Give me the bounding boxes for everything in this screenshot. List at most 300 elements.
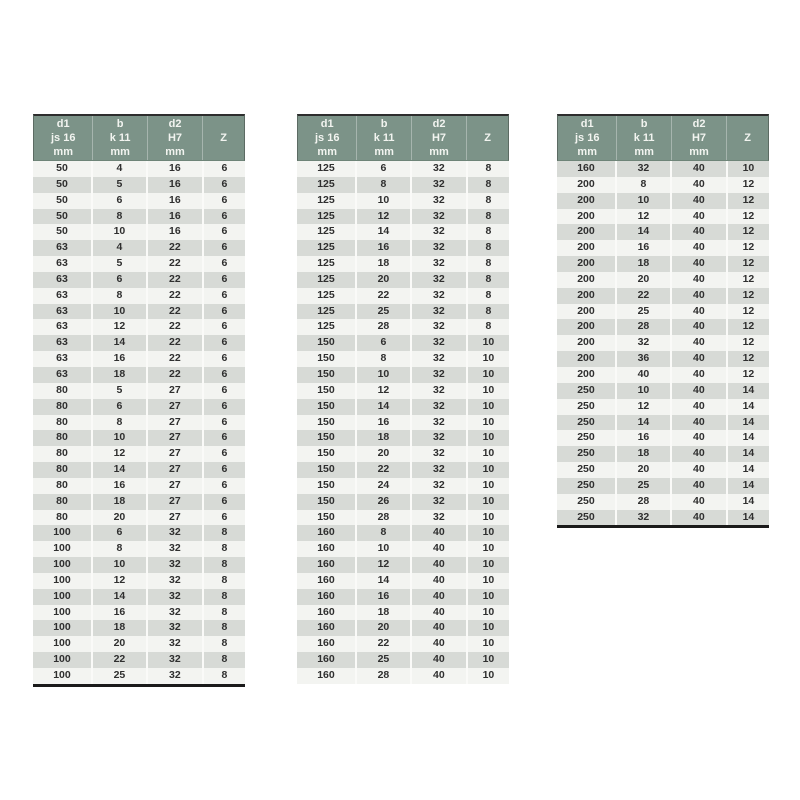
cell-d2: 32 xyxy=(148,589,204,605)
cell-b: 18 xyxy=(617,256,672,272)
cell-z: 6 xyxy=(221,399,228,412)
cell-d2: 40 xyxy=(672,240,728,256)
table-row xyxy=(33,652,245,668)
cell-d2: 32 xyxy=(148,541,204,557)
table-row xyxy=(557,510,769,526)
table-header xyxy=(297,114,509,161)
cell-d2: 27 xyxy=(148,383,204,399)
table-row xyxy=(297,494,509,510)
cell-z: 10 xyxy=(482,415,495,428)
cell-b: 8 xyxy=(357,351,412,367)
cell-z: 12 xyxy=(742,352,755,365)
cell-b: 4 xyxy=(93,240,148,256)
header-line: d1 xyxy=(320,118,334,130)
header-line: d1 xyxy=(56,118,70,130)
cell-d1: 200 xyxy=(557,288,617,304)
table-row xyxy=(33,272,245,288)
cell-b: 40 xyxy=(617,367,672,383)
cell-d2: 40 xyxy=(672,335,728,351)
cell-d1: 150 xyxy=(297,494,357,510)
cell-d2: 16 xyxy=(148,209,204,225)
table-row xyxy=(557,462,769,478)
cell-d1: 125 xyxy=(297,161,357,177)
table-row xyxy=(33,304,245,320)
cell-b: 16 xyxy=(357,415,412,431)
cell-d1: 150 xyxy=(297,335,357,351)
cell-d1: 63 xyxy=(33,319,93,335)
cell-d2: 32 xyxy=(412,351,468,367)
cell-d2: 40 xyxy=(672,383,728,399)
cell-d2: 22 xyxy=(148,304,204,320)
cell-d1: 63 xyxy=(33,256,93,272)
cell-b: 14 xyxy=(357,573,412,589)
cell-d1: 200 xyxy=(557,177,617,193)
cell-d2: 32 xyxy=(412,209,468,225)
cell-d2: 32 xyxy=(412,462,468,478)
cell-b: 14 xyxy=(357,224,412,240)
cell-b: 14 xyxy=(93,462,148,478)
cell-z: 8 xyxy=(221,621,228,634)
header-col-b xyxy=(617,116,671,160)
cell-z: 8 xyxy=(221,542,228,555)
cell-d1: 63 xyxy=(33,351,93,367)
header-col-d2 xyxy=(148,116,203,160)
table-row xyxy=(557,351,769,367)
cell-z: 10 xyxy=(482,605,495,618)
cell-z: 6 xyxy=(221,352,228,365)
cell-d2: 27 xyxy=(148,415,204,431)
cell-d1: 250 xyxy=(557,510,617,526)
cell-d1: 160 xyxy=(297,541,357,557)
cell-d2: 32 xyxy=(148,525,204,541)
table-row xyxy=(557,272,769,288)
header-line: Z xyxy=(744,132,751,144)
table-row xyxy=(297,620,509,636)
cell-z: 8 xyxy=(221,605,228,618)
cell-b: 10 xyxy=(617,383,672,399)
cell-b: 5 xyxy=(93,177,148,193)
cell-d1: 63 xyxy=(33,240,93,256)
cell-d1: 125 xyxy=(297,209,357,225)
cell-d2: 40 xyxy=(672,224,728,240)
cell-d2: 32 xyxy=(412,383,468,399)
cell-d2: 40 xyxy=(672,161,728,177)
cell-d2: 40 xyxy=(412,605,468,621)
cell-z: 6 xyxy=(221,162,228,174)
cell-z: 6 xyxy=(221,447,228,460)
cell-d2: 32 xyxy=(412,161,468,177)
cell-z: 6 xyxy=(221,494,228,507)
cell-b: 16 xyxy=(93,478,148,494)
cell-d1: 160 xyxy=(297,589,357,605)
cell-d1: 100 xyxy=(33,525,93,541)
cell-z: 8 xyxy=(485,304,492,317)
table-row xyxy=(557,430,769,446)
header-line: mm xyxy=(634,146,654,158)
table-row xyxy=(297,335,509,351)
cell-d1: 200 xyxy=(557,319,617,335)
cell-d2: 27 xyxy=(148,510,204,526)
spec-table-1 xyxy=(33,114,245,687)
table-row xyxy=(557,446,769,462)
table-row xyxy=(557,288,769,304)
cell-z: 8 xyxy=(221,637,228,650)
cell-d2: 32 xyxy=(148,573,204,589)
cell-b: 16 xyxy=(357,240,412,256)
cell-d2: 40 xyxy=(672,304,728,320)
cell-d2: 32 xyxy=(412,256,468,272)
header-line: js 16 xyxy=(314,132,340,144)
cell-z: 10 xyxy=(482,637,495,650)
cell-b: 26 xyxy=(357,494,412,510)
cell-d2: 32 xyxy=(148,605,204,621)
cell-b: 22 xyxy=(357,462,412,478)
cell-d1: 150 xyxy=(297,446,357,462)
cell-z: 10 xyxy=(482,494,495,507)
cell-b: 36 xyxy=(617,351,672,367)
cell-b: 16 xyxy=(617,240,672,256)
cell-d2: 16 xyxy=(148,177,204,193)
cell-d1: 160 xyxy=(557,161,617,177)
cell-z: 8 xyxy=(221,526,228,539)
cell-d1: 80 xyxy=(33,415,93,431)
table-row xyxy=(297,351,509,367)
header-line: b xyxy=(380,118,388,130)
table-row xyxy=(557,383,769,399)
cell-d2: 32 xyxy=(412,478,468,494)
cell-z: 6 xyxy=(221,272,228,285)
cell-b: 8 xyxy=(357,525,412,541)
cell-d1: 200 xyxy=(557,224,617,240)
cell-d2: 40 xyxy=(412,525,468,541)
cell-d2: 32 xyxy=(148,668,204,684)
header-line: H7 xyxy=(431,132,447,144)
header-line: Z xyxy=(484,132,491,144)
cell-d1: 100 xyxy=(33,636,93,652)
cell-d2: 22 xyxy=(148,272,204,288)
cell-d1: 250 xyxy=(557,462,617,478)
cell-b: 10 xyxy=(357,541,412,557)
cell-d2: 32 xyxy=(412,288,468,304)
cell-d2: 40 xyxy=(412,668,468,684)
table-row xyxy=(297,589,509,605)
table-row xyxy=(33,256,245,272)
table-row xyxy=(297,209,509,225)
cell-b: 24 xyxy=(357,478,412,494)
cell-d1: 125 xyxy=(297,177,357,193)
cell-d2: 32 xyxy=(412,319,468,335)
table-row xyxy=(33,335,245,351)
cell-d1: 200 xyxy=(557,256,617,272)
cell-b: 28 xyxy=(357,510,412,526)
cell-b: 20 xyxy=(93,510,148,526)
header-line: js 16 xyxy=(50,132,76,144)
header-line: k 11 xyxy=(373,132,395,144)
cell-d1: 150 xyxy=(297,351,357,367)
cell-b: 28 xyxy=(357,319,412,335)
cell-b: 20 xyxy=(357,446,412,462)
table-row xyxy=(297,240,509,256)
cell-b: 8 xyxy=(617,177,672,193)
table-row xyxy=(557,335,769,351)
cell-d1: 100 xyxy=(33,620,93,636)
cell-d2: 22 xyxy=(148,319,204,335)
cell-d1: 150 xyxy=(297,430,357,446)
cell-b: 20 xyxy=(617,462,672,478)
table-row xyxy=(557,399,769,415)
header-line: k 11 xyxy=(633,132,655,144)
header-line: b xyxy=(116,118,124,130)
cell-z: 6 xyxy=(221,177,228,190)
cell-b: 32 xyxy=(617,161,672,177)
table-row xyxy=(297,415,509,431)
table-row xyxy=(557,240,769,256)
cell-d2: 40 xyxy=(412,557,468,573)
header-line: H7 xyxy=(691,132,707,144)
cell-z: 6 xyxy=(221,478,228,491)
cell-d2: 32 xyxy=(148,636,204,652)
header-line: d2 xyxy=(168,118,182,130)
table-row xyxy=(33,636,245,652)
cell-b: 6 xyxy=(93,272,148,288)
cell-d1: 50 xyxy=(33,209,93,225)
header-line: mm xyxy=(577,146,597,158)
cell-d2: 22 xyxy=(148,288,204,304)
cell-d1: 250 xyxy=(557,494,617,510)
cell-d1: 150 xyxy=(297,510,357,526)
cell-b: 4 xyxy=(93,161,148,177)
cell-z: 14 xyxy=(742,415,755,428)
cell-z: 6 xyxy=(221,336,228,349)
cell-d1: 100 xyxy=(33,557,93,573)
cell-d1: 250 xyxy=(557,478,617,494)
table-row xyxy=(33,161,245,177)
table-header xyxy=(557,114,769,161)
cell-b: 12 xyxy=(617,209,672,225)
cell-d2: 40 xyxy=(412,652,468,668)
cell-z: 6 xyxy=(221,415,228,428)
cell-b: 6 xyxy=(93,399,148,415)
cell-b: 25 xyxy=(357,304,412,320)
header-line: H7 xyxy=(167,132,183,144)
cell-b: 14 xyxy=(93,589,148,605)
cell-z: 14 xyxy=(742,463,755,476)
header-col-d1 xyxy=(34,116,93,160)
table-row xyxy=(297,399,509,415)
cell-z: 6 xyxy=(221,209,228,222)
cell-b: 18 xyxy=(357,605,412,621)
cell-z: 14 xyxy=(742,447,755,460)
cell-d1: 200 xyxy=(557,240,617,256)
table-header xyxy=(33,114,245,161)
cell-b: 6 xyxy=(93,525,148,541)
table-row xyxy=(33,193,245,209)
cell-z: 14 xyxy=(742,383,755,396)
cell-b: 22 xyxy=(357,636,412,652)
cell-d2: 40 xyxy=(672,478,728,494)
table-row xyxy=(33,620,245,636)
cell-b: 6 xyxy=(357,335,412,351)
cell-d1: 125 xyxy=(297,224,357,240)
cell-d1: 125 xyxy=(297,288,357,304)
cell-b: 8 xyxy=(93,209,148,225)
cell-d2: 32 xyxy=(412,272,468,288)
cell-z: 12 xyxy=(742,320,755,333)
cell-b: 10 xyxy=(93,557,148,573)
table-row xyxy=(297,224,509,240)
cell-d1: 50 xyxy=(33,224,93,240)
cell-d2: 32 xyxy=(412,494,468,510)
cell-z: 6 xyxy=(221,320,228,333)
cell-b: 16 xyxy=(93,351,148,367)
cell-d1: 100 xyxy=(33,605,93,621)
cell-d1: 250 xyxy=(557,399,617,415)
cell-d1: 150 xyxy=(297,383,357,399)
table-row xyxy=(33,462,245,478)
cell-z: 8 xyxy=(485,257,492,270)
cell-d2: 32 xyxy=(412,240,468,256)
cell-d1: 125 xyxy=(297,193,357,209)
header-col-d1 xyxy=(558,116,617,160)
table-row xyxy=(297,319,509,335)
cell-d2: 32 xyxy=(412,224,468,240)
header-line: mm xyxy=(53,146,73,158)
cell-d2: 22 xyxy=(148,256,204,272)
cell-d2: 40 xyxy=(672,177,728,193)
header-line: Z xyxy=(220,132,227,144)
cell-d1: 200 xyxy=(557,272,617,288)
spec-table-3 xyxy=(557,114,769,528)
cell-d2: 27 xyxy=(148,430,204,446)
cell-d1: 160 xyxy=(297,557,357,573)
table-row xyxy=(557,304,769,320)
cell-b: 22 xyxy=(93,652,148,668)
cell-d1: 63 xyxy=(33,367,93,383)
header-line: mm xyxy=(317,146,337,158)
cell-d1: 80 xyxy=(33,399,93,415)
cell-d2: 40 xyxy=(672,288,728,304)
cell-d2: 32 xyxy=(148,652,204,668)
cell-d1: 125 xyxy=(297,304,357,320)
cell-d2: 22 xyxy=(148,240,204,256)
cell-d1: 80 xyxy=(33,494,93,510)
cell-z: 8 xyxy=(221,573,228,586)
table-bottom-rule xyxy=(557,525,769,528)
cell-d1: 100 xyxy=(33,573,93,589)
table-row xyxy=(297,636,509,652)
table-row xyxy=(297,573,509,589)
cell-d2: 40 xyxy=(672,351,728,367)
cell-d1: 250 xyxy=(557,383,617,399)
cell-d2: 32 xyxy=(412,304,468,320)
header-col-b xyxy=(93,116,147,160)
table-row xyxy=(297,367,509,383)
cell-z: 8 xyxy=(485,177,492,190)
table-row xyxy=(33,605,245,621)
cell-d1: 100 xyxy=(33,589,93,605)
cell-d1: 63 xyxy=(33,272,93,288)
cell-d2: 40 xyxy=(412,589,468,605)
table-row xyxy=(297,652,509,668)
cell-z: 12 xyxy=(742,304,755,317)
header-col-d2 xyxy=(412,116,467,160)
cell-d1: 63 xyxy=(33,335,93,351)
cell-b: 25 xyxy=(357,652,412,668)
cell-b: 14 xyxy=(617,415,672,431)
cell-b: 18 xyxy=(93,620,148,636)
cell-d2: 27 xyxy=(148,446,204,462)
table-row xyxy=(33,478,245,494)
table-row xyxy=(297,383,509,399)
table-row xyxy=(33,209,245,225)
cell-d2: 32 xyxy=(412,193,468,209)
table-row xyxy=(297,304,509,320)
cell-b: 10 xyxy=(93,304,148,320)
cell-b: 14 xyxy=(357,399,412,415)
cell-d2: 40 xyxy=(672,193,728,209)
header-col-d1 xyxy=(298,116,357,160)
cell-z: 12 xyxy=(742,193,755,206)
cell-b: 16 xyxy=(357,589,412,605)
cell-z: 10 xyxy=(482,558,495,571)
cell-z: 10 xyxy=(482,431,495,444)
table-row xyxy=(297,446,509,462)
header-line: js 16 xyxy=(574,132,600,144)
cell-b: 12 xyxy=(93,573,148,589)
cell-d1: 100 xyxy=(33,541,93,557)
cell-d2: 40 xyxy=(412,573,468,589)
cell-d2: 32 xyxy=(412,367,468,383)
cell-d1: 125 xyxy=(297,240,357,256)
table-row xyxy=(33,525,245,541)
cell-b: 25 xyxy=(617,304,672,320)
table-row xyxy=(557,256,769,272)
cell-d2: 40 xyxy=(672,256,728,272)
cell-d2: 40 xyxy=(412,541,468,557)
cell-b: 28 xyxy=(617,319,672,335)
cell-d2: 22 xyxy=(148,335,204,351)
cell-d2: 40 xyxy=(412,620,468,636)
cell-d2: 32 xyxy=(148,620,204,636)
cell-d1: 160 xyxy=(297,525,357,541)
cell-d2: 16 xyxy=(148,193,204,209)
table-row xyxy=(33,541,245,557)
cell-b: 10 xyxy=(93,430,148,446)
cell-d2: 27 xyxy=(148,478,204,494)
table-row xyxy=(297,478,509,494)
header-line: b xyxy=(640,118,648,130)
header-col-d2 xyxy=(672,116,727,160)
cell-b: 25 xyxy=(617,478,672,494)
cell-d1: 160 xyxy=(297,636,357,652)
cell-z: 10 xyxy=(482,367,495,380)
cell-b: 32 xyxy=(617,335,672,351)
cell-b: 18 xyxy=(617,446,672,462)
cell-z: 8 xyxy=(485,162,492,174)
header-line: d2 xyxy=(692,118,706,130)
table-row xyxy=(297,510,509,526)
table-row xyxy=(297,256,509,272)
table-row xyxy=(33,319,245,335)
cell-z: 14 xyxy=(742,399,755,412)
header-col-z xyxy=(203,116,244,160)
cell-d2: 22 xyxy=(148,351,204,367)
cell-z: 8 xyxy=(485,320,492,333)
cell-z: 6 xyxy=(221,193,228,206)
cell-d1: 50 xyxy=(33,161,93,177)
cell-d2: 32 xyxy=(412,399,468,415)
cell-d1: 200 xyxy=(557,351,617,367)
